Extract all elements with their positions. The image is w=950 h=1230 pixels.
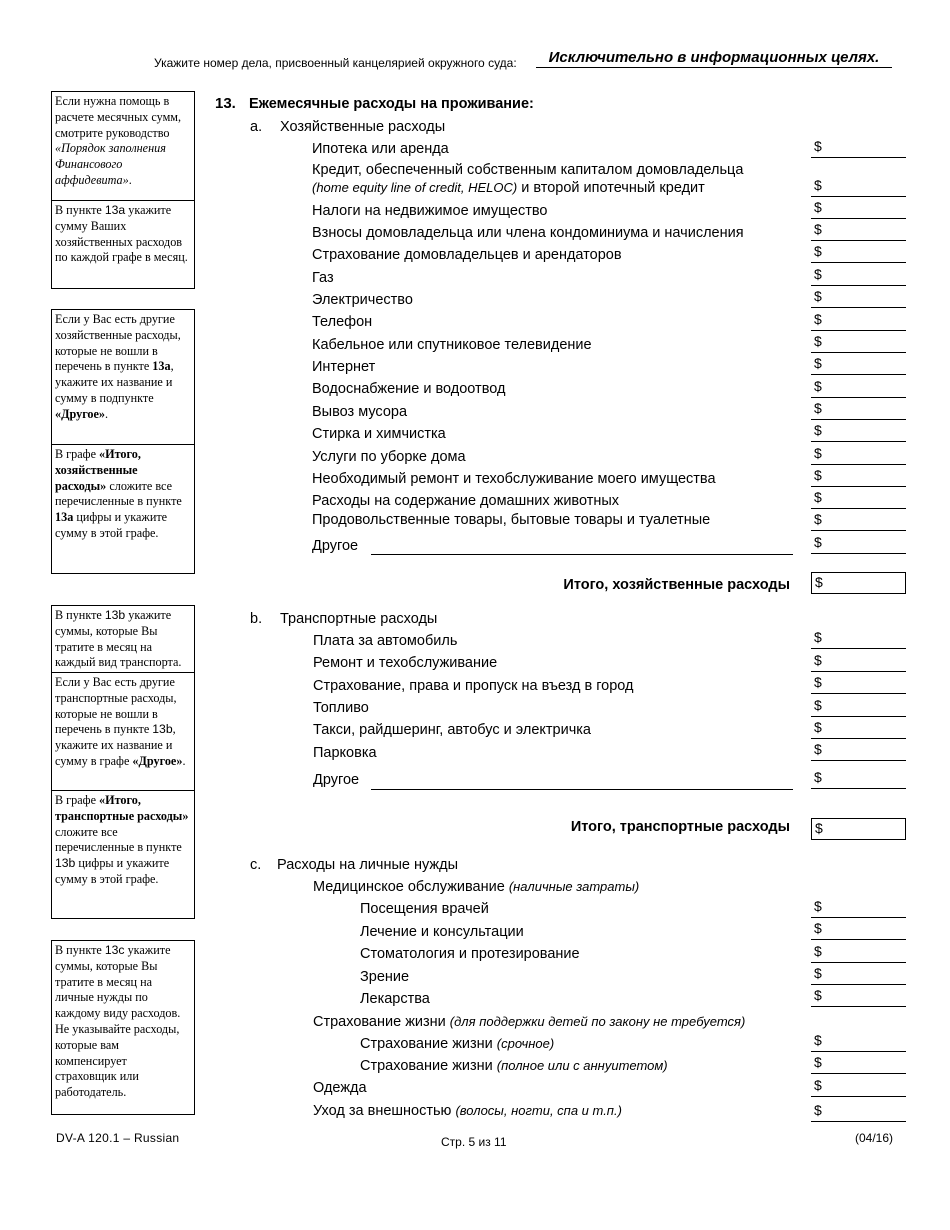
section-number: 13. xyxy=(215,95,236,112)
sidebar-note-13b: В пункте 13b укажите суммы, которые Вы тратите в месяц на каждый вид транспорта. xyxy=(55,608,182,670)
household-item: Газ xyxy=(312,270,334,286)
household-total-field[interactable]: $ xyxy=(811,572,906,594)
amount-field[interactable]: $ xyxy=(811,536,906,554)
form-date: (04/16) xyxy=(855,1131,894,1145)
household-item: Водоснабжение и водоотвод xyxy=(312,381,506,397)
household-other-label: Другое xyxy=(312,538,359,554)
amount-field[interactable]: $ xyxy=(811,223,906,241)
amount-field[interactable]: $ xyxy=(811,743,906,761)
amount-field[interactable]: $ xyxy=(811,268,906,286)
amount-field[interactable]: $ xyxy=(811,290,906,308)
amount-field[interactable]: $ xyxy=(811,335,906,353)
sidebar-note-13a: В пункте 13a укажите сумму Ваших хозяйственных расходов по каждой графе в месяц. xyxy=(52,200,194,288)
amount-field[interactable]: $ xyxy=(811,424,906,442)
amount-field[interactable]: $ xyxy=(811,1056,906,1074)
amount-field[interactable]: $ xyxy=(811,201,906,219)
household-item: Стирка и химчистка xyxy=(312,426,446,442)
transport-item: Ремонт и техобслуживание xyxy=(313,655,498,671)
amount-field[interactable]: $ xyxy=(811,357,906,375)
amount-field[interactable]: $ xyxy=(811,654,906,672)
case-number-label: Укажите номер дела, присвоенный канцелярией окружного суда: xyxy=(154,56,517,70)
amount-field[interactable]: $ xyxy=(811,699,906,717)
grooming-item: Уход за внешностью (волосы, ногти, спа и т.п.) xyxy=(313,1103,622,1119)
household-item: Кабельное или спутниковое телевидение xyxy=(312,337,592,353)
transport-item: Страхование, права и пропуск на въезд в город xyxy=(313,678,634,694)
household-item: Электричество xyxy=(312,292,413,308)
household-item: Налоги на недвижимое имущество xyxy=(312,203,548,219)
amount-field[interactable]: $ xyxy=(811,1104,906,1122)
household-item: Взносы домовладельца или члена кондоминиума и начисления xyxy=(312,225,744,241)
medical-item: Лекарства xyxy=(360,991,430,1007)
transport-total-field[interactable]: $ xyxy=(811,818,906,840)
transport-other-input[interactable] xyxy=(371,788,793,790)
transport-item: Плата за автомобиль xyxy=(313,633,458,649)
sidebar-group-household-other xyxy=(51,309,195,574)
amount-field[interactable]: $ xyxy=(811,380,906,398)
life-insurance-term: Страхование жизни (срочное) xyxy=(360,1036,555,1052)
household-item: Страхование домовладельцев и арендаторов xyxy=(312,247,622,263)
medical-item: Посещения врачей xyxy=(360,901,489,917)
household-item-note: (home equity line of credit, HELOC) и второй ипотечный кредит xyxy=(312,180,705,196)
amount-field[interactable]: $ xyxy=(811,179,906,197)
medical-heading: Медицинское обслуживание (наличные затраты) xyxy=(313,879,640,895)
sidebar-note-help: Если нужна помощь в расчете месячных сумм, смотрите руководство «Порядок заполнения Финансового аффидевита». xyxy=(55,94,182,187)
sidebar-group-transport xyxy=(51,605,195,919)
amount-field[interactable]: $ xyxy=(811,447,906,465)
life-insurance-full: Страхование жизни (полное или с аннуитетом) xyxy=(360,1058,668,1074)
sidebar-group-household xyxy=(51,91,195,289)
amount-field[interactable]: $ xyxy=(811,967,906,985)
transport-total-label: Итого, транспортные расходы xyxy=(570,819,790,835)
household-item: Телефон xyxy=(312,314,373,330)
household-total-label: Итого, хозяйственные расходы xyxy=(563,577,790,593)
amount-field[interactable]: $ xyxy=(811,491,906,509)
clothing-item: Одежда xyxy=(313,1080,367,1096)
amount-field[interactable]: $ xyxy=(811,245,906,263)
household-item: Кредит, обеспеченный собственным капиталом домовладельца xyxy=(312,162,744,178)
amount-field[interactable]: $ xyxy=(811,945,906,963)
household-item: Продовольственные товары, бытовые товары и туалетные xyxy=(312,512,711,528)
medical-item: Зрение xyxy=(360,969,410,985)
amount-field[interactable]: $ xyxy=(811,900,906,918)
personal-title: Расходы на личные нужды xyxy=(277,857,458,873)
life-insurance-heading: Страхование жизни (для поддержки детей по закону не требуется) xyxy=(313,1014,746,1030)
amount-field[interactable]: $ xyxy=(811,676,906,694)
amount-field[interactable]: $ xyxy=(811,1034,906,1052)
amount-field[interactable]: $ xyxy=(811,721,906,739)
sidebar-group-personal xyxy=(51,940,195,1115)
case-number-field[interactable]: Исключительно в информационных целях. xyxy=(536,49,892,68)
household-title: Хозяйственные расходы xyxy=(280,119,446,135)
amount-field[interactable]: $ xyxy=(811,469,906,487)
transport-item: Такси, райдшеринг, автобус и электричка xyxy=(313,722,591,738)
amount-field[interactable]: $ xyxy=(811,140,906,158)
household-item: Интернет xyxy=(312,359,376,375)
amount-field[interactable]: $ xyxy=(811,989,906,1007)
section-title: Ежемесячные расходы на проживание: xyxy=(249,96,534,112)
amount-field[interactable]: $ xyxy=(811,771,906,789)
household-item: Услуги по уборке дома xyxy=(312,449,466,465)
amount-field[interactable]: $ xyxy=(811,922,906,940)
household-item: Расходы на содержание домашних животных xyxy=(312,493,620,509)
transport-title: Транспортные расходы xyxy=(280,611,438,627)
household-other-input[interactable] xyxy=(371,553,793,555)
sidebar-note-13c: В пункте 13c укажите суммы, которые Вы тратите в месяц на личные нужды по каждому виду расходов. Не указывайте расходы, которые вам компенсирует страховщик или работодатель. xyxy=(55,943,181,1100)
transport-item: Парковка xyxy=(313,745,377,761)
amount-field[interactable]: $ xyxy=(811,1079,906,1097)
transport-other-label: Другое xyxy=(313,772,360,788)
transport-item: Топливо xyxy=(313,700,369,716)
sidebar-note-13b-other: Если у Вас есть другие транспортные расходы, которые не вошли в перечень в пункте 13b, укажите их название и сумму в графе «Другое». xyxy=(52,672,194,790)
amount-field[interactable]: $ xyxy=(811,631,906,649)
amount-field[interactable]: $ xyxy=(811,402,906,420)
transport-letter: b. xyxy=(250,611,263,627)
sidebar-note-13b-total: В графе «Итого, транспортные расходы» сложите все перечисленные в пункте 13b цифры и укажите сумму в этой графе. xyxy=(52,790,194,918)
household-item: Ипотека или аренда xyxy=(312,141,449,157)
amount-field[interactable]: $ xyxy=(811,513,906,531)
household-letter: a. xyxy=(250,119,263,135)
sidebar-note-13a-total: В графе «Итого, хозяйственные расходы» сложите все перечисленные в пункте 13a цифры и укажите сумму в этой графе. xyxy=(52,444,194,573)
household-item: Вывоз мусора xyxy=(312,404,408,420)
medical-item: Стоматология и протезирование xyxy=(360,946,580,962)
household-item: Необходимый ремонт и техобслуживание моего имущества xyxy=(312,471,716,487)
sidebar-note-13a-other: Если у Вас есть другие хозяйственные расходы, которые не вошли в перечень в пункте 13a, укажите их название и сумму в подпункте «Другое». xyxy=(55,312,181,421)
personal-letter: c. xyxy=(250,857,262,873)
medical-item: Лечение и консультации xyxy=(360,924,524,940)
page-number: Стр. 5 из 11 xyxy=(441,1135,507,1149)
amount-field[interactable]: $ xyxy=(811,313,906,331)
form-number: DV-A 120.1 – Russian xyxy=(56,1131,180,1145)
